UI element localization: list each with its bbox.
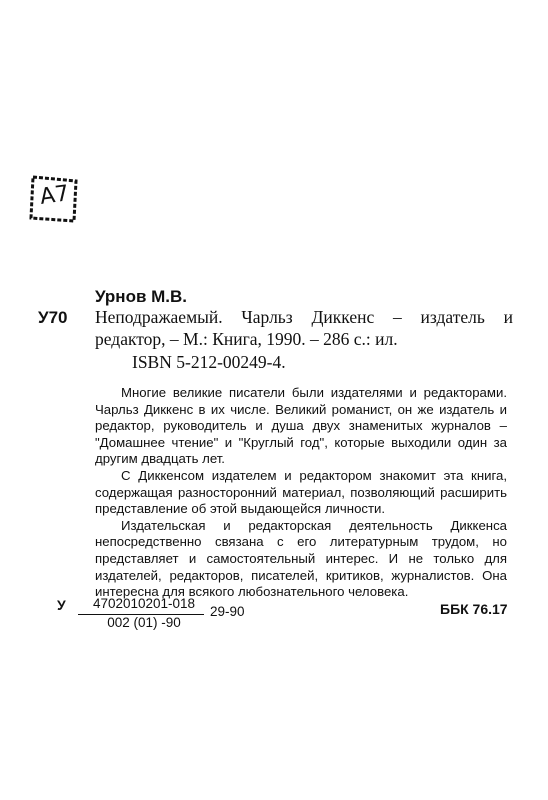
publishing-code-numerator: 4702010201-018 (92, 596, 196, 611)
bibliographic-description: Неподражаемый. Чарльз Диккенс – издатель и редактор, – М.: Книга, 1990. – 286 с.: ил. (95, 307, 513, 349)
isbn: ISBN 5-212-00249-4. (132, 352, 286, 372)
bbk-index: ББК 76.17 (440, 601, 508, 617)
stamp-text: А7 (38, 181, 71, 210)
call-number: У70 (38, 308, 68, 327)
price: 29-90 (210, 604, 245, 619)
library-stamp (24, 170, 82, 228)
publishing-code-denominator: 002 (01) -90 (107, 615, 181, 630)
annotation (95, 385, 507, 601)
annotation-paragraph: Издательская и редакторская деятельность Диккенса непосредственно связана с его литературным трудом, но представляет и самостоятельный интерес. И не только для издателей, редакторов, писателей, критиков, журналистов. Она интересна для всякого любознательного человека. (95, 517, 507, 600)
index-letter: У (57, 597, 66, 613)
annotation-paragraph: Многие великие писатели были издателями и редакторами. Чарльз Диккенс в их числе. Великий романист, он же издатель и редактор, руководитель и душа двух знаменитых журналов – "Домашнее чтение" и "Круглый год", которые выходили один за другим двадцать лет. (95, 385, 507, 467)
author-name: Урнов М.В. (95, 287, 188, 306)
annotation-paragraph: С Диккенсом издателем и редактором знакомит эта книга, содержащая разносторонний материал, позволяющий расширить представление об этой выдающейся личности. (95, 467, 507, 517)
